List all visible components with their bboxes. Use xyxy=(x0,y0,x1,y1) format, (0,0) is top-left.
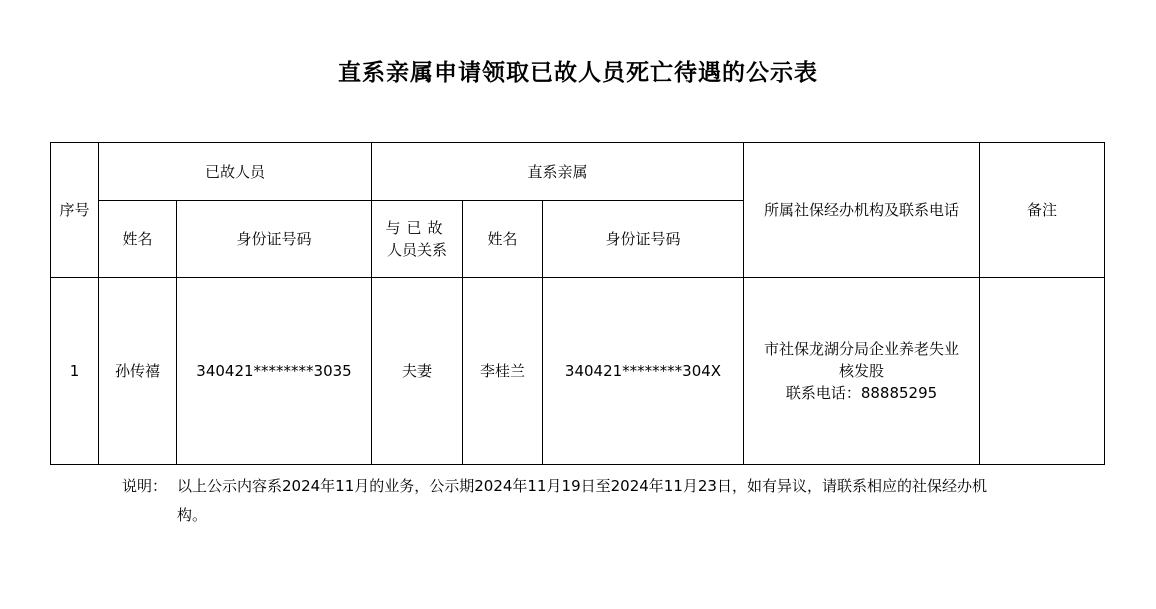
header-seq: 序号 xyxy=(51,143,99,278)
header-relative-id: 身份证号码 xyxy=(543,201,744,278)
cell-remarks xyxy=(980,278,1105,465)
footnote-text: 以上公示内容系2024年11月的业务，公示期2024年11月19日至2024年11月23日，如有异议，请联系相应的社保经办机构。 xyxy=(177,477,987,524)
cell-org-line1: 市社保龙湖分局企业养老失业 xyxy=(763,340,959,358)
header-relative-group: 直系亲属 xyxy=(372,143,744,201)
cell-relative-id: 340421********304X xyxy=(543,278,744,465)
cell-relative-name: 李桂兰 xyxy=(463,278,543,465)
cell-org-line3: 联系电话：88885295 xyxy=(785,384,938,402)
header-row-group xyxy=(51,143,1105,201)
header-relation-line1: 与已故 xyxy=(385,219,449,237)
cell-deceased-name: 孙传禧 xyxy=(99,278,177,465)
cell-seq: 1 xyxy=(51,278,99,465)
header-deceased-id: 身份证号码 xyxy=(177,201,372,278)
header-relation-line2: 人员关系 xyxy=(386,241,447,259)
header-relative-name: 姓名 xyxy=(463,201,543,278)
footnote xyxy=(122,472,1002,530)
header-relation xyxy=(372,201,463,278)
header-deceased-name: 姓名 xyxy=(99,201,177,278)
header-remarks: 备注 xyxy=(980,143,1105,278)
footnote-label: 说明： xyxy=(122,477,168,495)
page-title: 直系亲属申请领取已故人员死亡待遇的公示表 xyxy=(338,60,818,86)
header-deceased-group: 已故人员 xyxy=(99,143,372,201)
cell-deceased-id: 340421********3035 xyxy=(177,278,372,465)
cell-org-line2: 核发股 xyxy=(838,362,884,380)
header-org-contact: 所属社保经办机构及联系电话 xyxy=(744,143,980,278)
cell-org-contact xyxy=(744,278,980,465)
table-row xyxy=(51,278,1105,465)
notice-table xyxy=(50,142,1105,465)
cell-relation: 夫妻 xyxy=(372,278,463,465)
